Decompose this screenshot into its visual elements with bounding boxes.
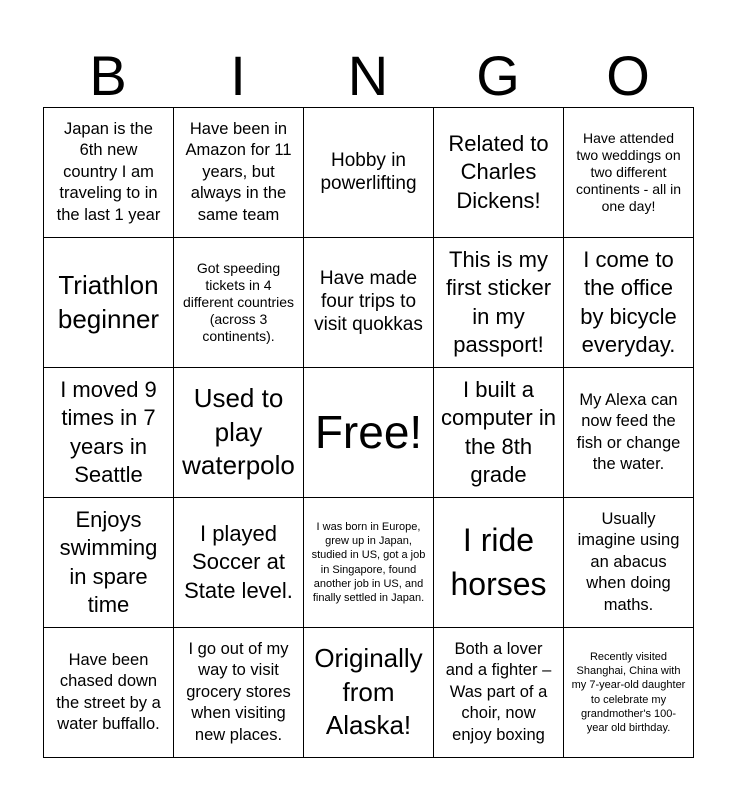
bingo-cell-text: I was born in Europe, grew up in Japan, studied in US, got a job in Singapore, found another job in US, and finally settled in Japan. — [311, 520, 426, 605]
bingo-cell-text: Both a lover and a fighter – Was part of a choir, now enjoy boxing — [445, 639, 552, 744]
bingo-cell[interactable] — [564, 108, 694, 238]
bingo-cell[interactable] — [174, 108, 304, 238]
bingo-cell[interactable] — [174, 628, 304, 758]
bingo-cell[interactable] — [304, 238, 434, 368]
bingo-cell-text: I ride horses — [450, 522, 547, 602]
bingo-cell-text: Triathlon beginner — [57, 269, 160, 334]
bingo-cell[interactable] — [174, 498, 304, 628]
bingo-cell-text: I played Soccer at State level. — [184, 521, 293, 603]
bingo-cell[interactable] — [434, 108, 564, 238]
bingo-cell-text: Used to play waterpolo — [182, 382, 295, 481]
bingo-cell[interactable] — [564, 628, 694, 758]
bingo-header — [43, 45, 693, 107]
bingo-cell[interactable] — [174, 238, 304, 368]
header-letter-g: G — [476, 44, 520, 107]
header-letter-o: O — [606, 44, 650, 107]
bingo-cell[interactable] — [44, 368, 174, 498]
bingo-card — [43, 107, 694, 758]
bingo-cell-text: Usually imagine using an abacus when doing maths. — [577, 509, 680, 614]
bingo-cell-text: I go out of my way to visit grocery stores when visiting new places. — [186, 639, 291, 744]
bingo-cell[interactable] — [434, 628, 564, 758]
bingo-cell[interactable] — [564, 368, 694, 498]
bingo-cell[interactable] — [304, 498, 434, 628]
bingo-cell[interactable] — [304, 628, 434, 758]
bingo-cell[interactable] — [44, 108, 174, 238]
bingo-cell[interactable] — [564, 238, 694, 368]
bingo-cell-text: Have been in Amazon for 11 years, but always in the same team — [185, 119, 292, 224]
bingo-cell[interactable] — [304, 108, 434, 238]
bingo-cell[interactable] — [44, 628, 174, 758]
bingo-cell[interactable] — [434, 498, 564, 628]
bingo-cell-text: I come to the office by bicycle everyday. — [580, 247, 677, 357]
bingo-cell-text: My Alexa can now feed the fish or change the water. — [576, 390, 681, 473]
bingo-cell-text: Originally from Alaska! — [314, 642, 423, 741]
bingo-cell-text: Recently visited Shanghai, China with my 7-year-old daughter to celebrate my grandmother's 100-year old birthday. — [571, 650, 686, 735]
bingo-cell-text: Japan is the 6th new country I am traveling to in the last 1 year — [56, 119, 161, 224]
bingo-cell[interactable] — [174, 368, 304, 498]
bingo-cell-text: I built a computer in the 8th grade — [441, 377, 556, 487]
bingo-cell-text: I moved 9 times in 7 years in Seattle — [60, 377, 157, 487]
header-letter-n: N — [347, 44, 389, 107]
bingo-cell[interactable] — [44, 238, 174, 368]
free-space-text: Free! — [314, 406, 423, 459]
bingo-cell[interactable] — [44, 498, 174, 628]
bingo-cell-text: Hobby in powerlifting — [320, 149, 417, 194]
bingo-cell[interactable] — [564, 498, 694, 628]
bingo-cell[interactable] — [434, 238, 564, 368]
bingo-cell-free[interactable] — [304, 368, 434, 498]
bingo-cell-text: Got speeding tickets in 4 different countries (across 3 continents). — [182, 259, 295, 345]
header-letter-b: B — [89, 44, 127, 107]
header-letter-i: I — [230, 44, 246, 107]
bingo-cell-text: Related to Charles Dickens! — [448, 131, 549, 213]
bingo-cell-text: Enjoys swimming in spare time — [59, 507, 158, 617]
bingo-cell-text: Have been chased down the street by a water buffallo. — [56, 650, 161, 733]
bingo-cell-text: Have attended two weddings on two different continents - all in one day! — [575, 129, 682, 215]
bingo-cell-text: This is my first sticker in my passport! — [445, 247, 552, 357]
bingo-cell[interactable] — [434, 368, 564, 498]
bingo-cell-text: Have made four trips to visit quokkas — [314, 268, 423, 335]
